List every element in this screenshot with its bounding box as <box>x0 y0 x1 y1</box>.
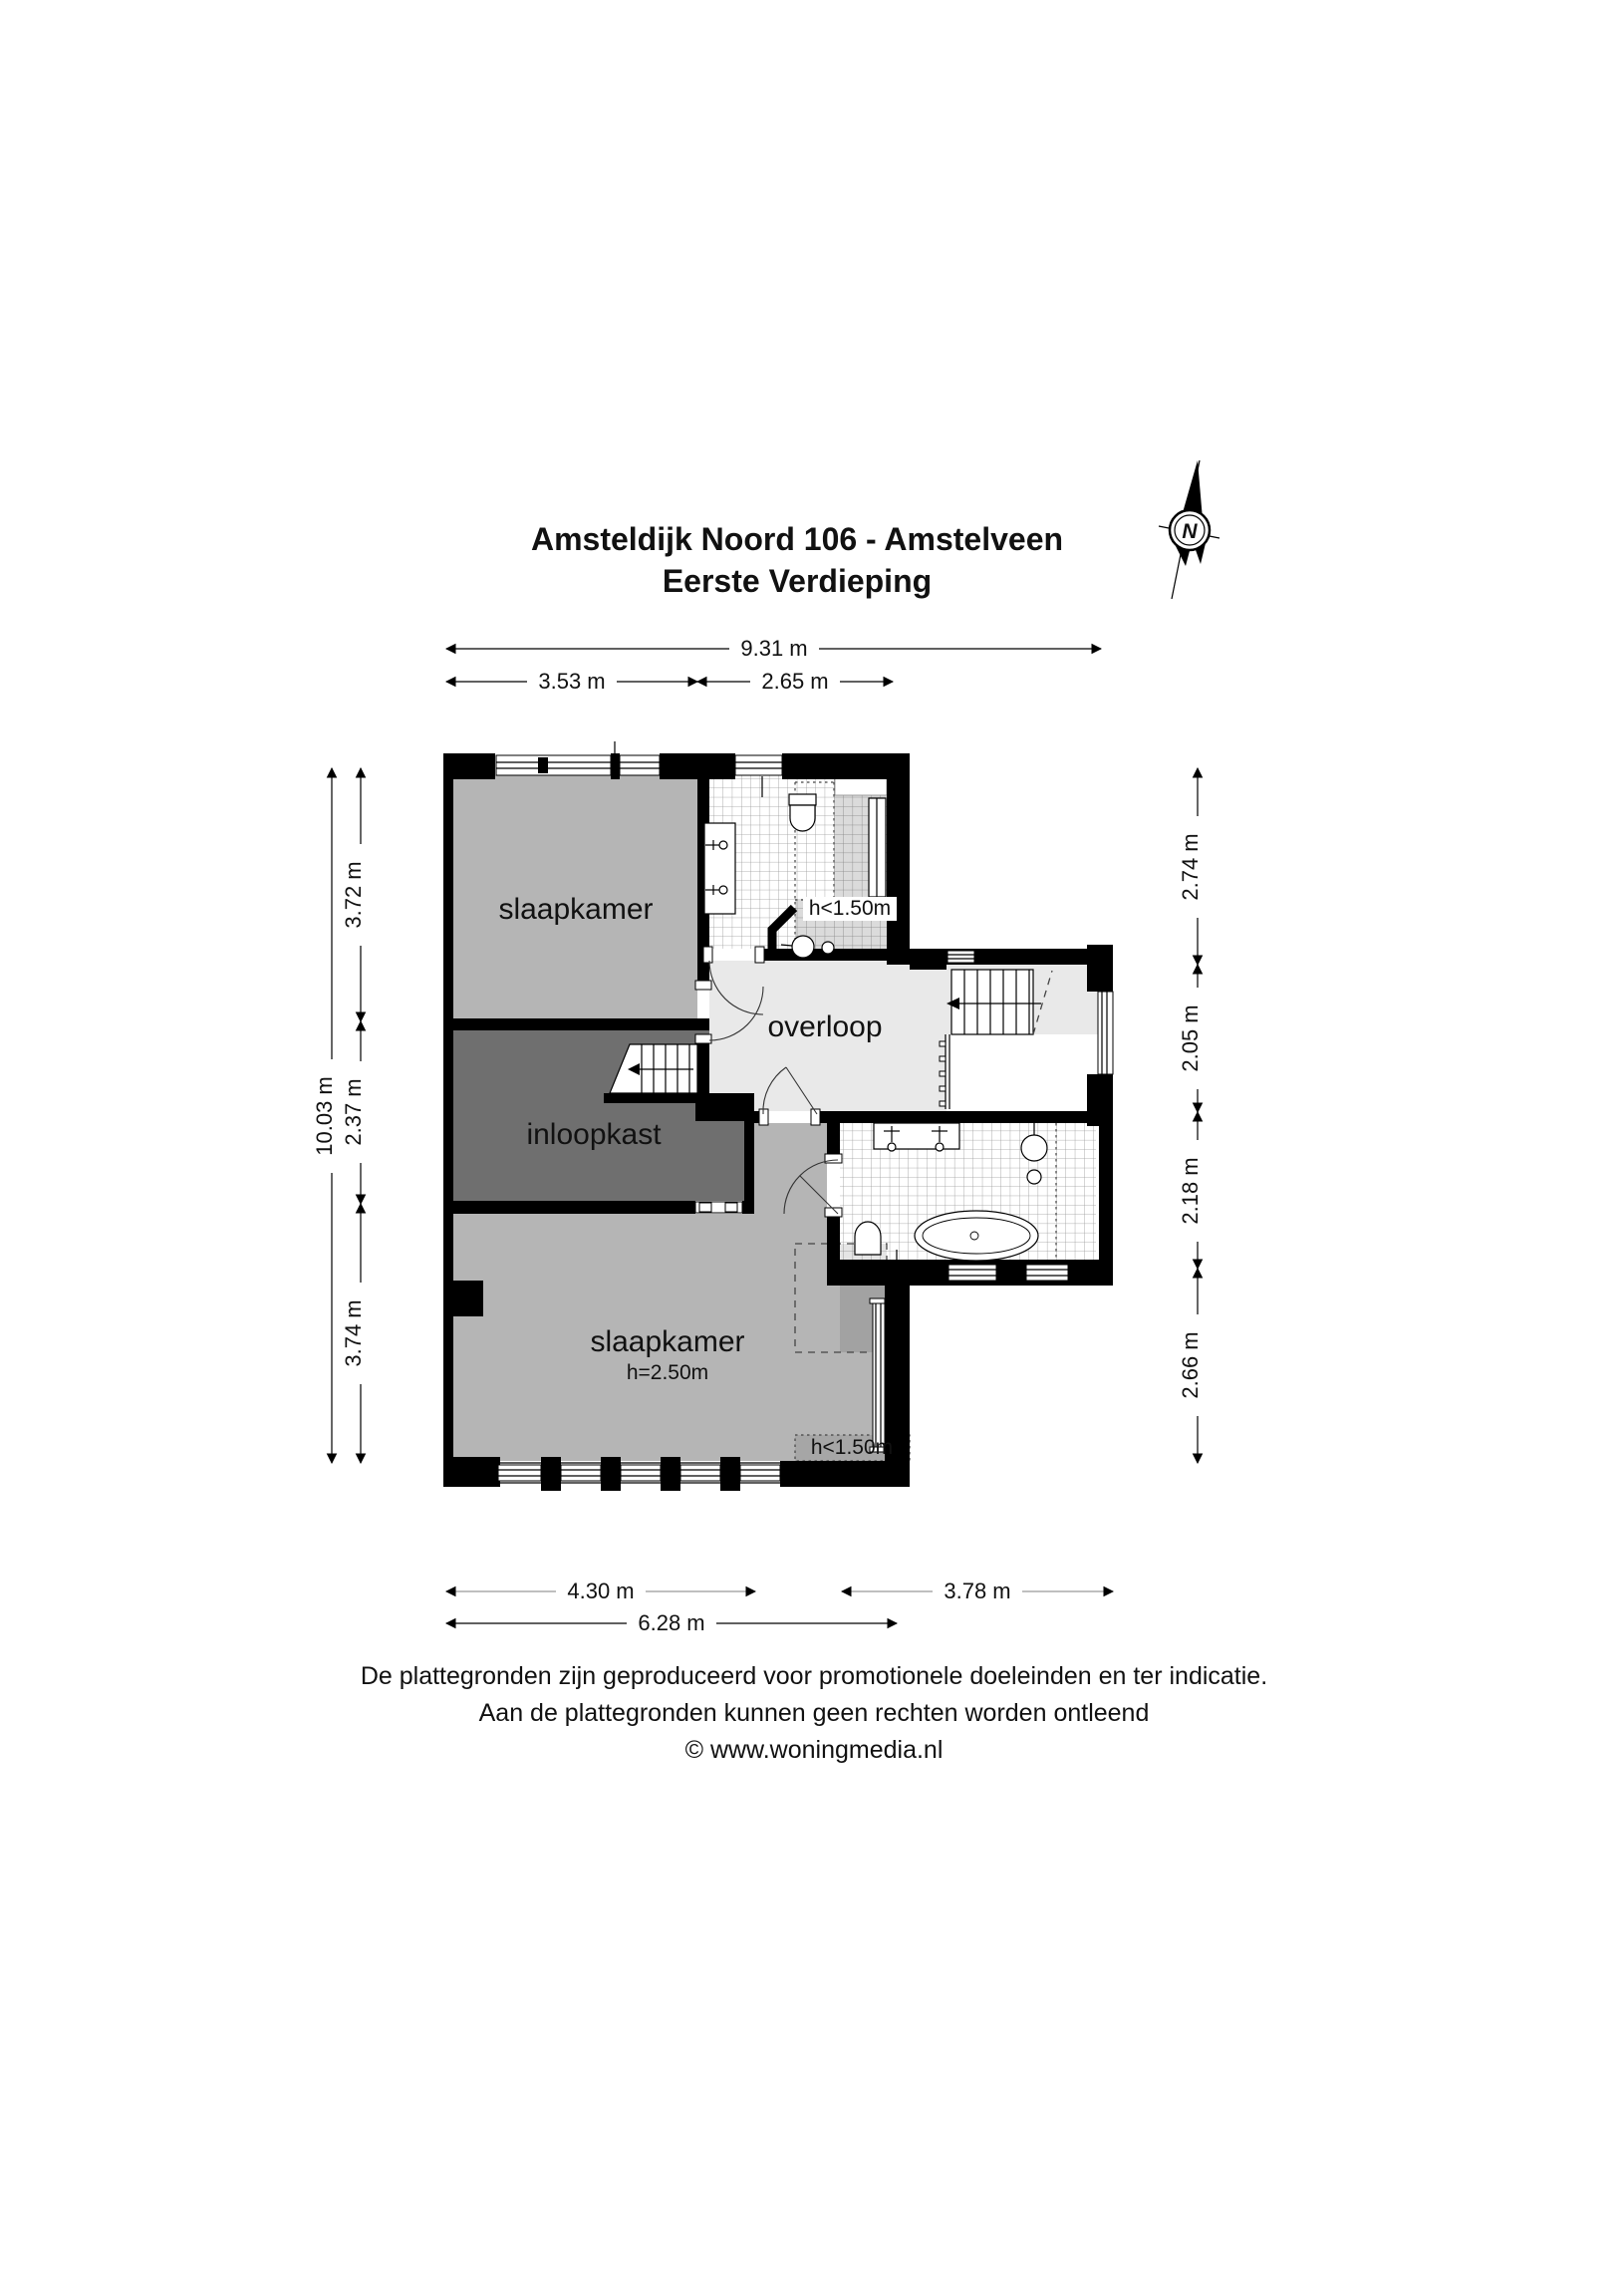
dim-right-lower-mid: 2.18 m <box>1178 1157 1203 1225</box>
dim-left-lower: 3.74 m <box>341 1299 366 1367</box>
dim-bottom-total: 6.28 m <box>638 1610 705 1635</box>
vanity-top <box>704 823 735 914</box>
window-top-3 <box>735 755 782 775</box>
bedroom-bottom-height-label: h=2.50m <box>626 1361 709 1384</box>
radiator <box>869 798 886 897</box>
wall-closet-right <box>744 1121 754 1214</box>
shower-head-icon <box>792 936 814 958</box>
walk-in-closet-label: inloopkast <box>526 1118 662 1151</box>
wall-right-upper-block <box>887 753 910 965</box>
shower-head-icon <box>1021 1135 1047 1161</box>
wall-bathroom-bottom-top <box>817 1111 1087 1123</box>
toilet-top <box>789 794 816 831</box>
opening-closet <box>695 1202 742 1213</box>
shower-drain-icon <box>1027 1170 1041 1184</box>
dim-left-middle: 2.37 m <box>341 1078 366 1146</box>
corridor-floor <box>754 1123 827 1214</box>
title-address: Amsteldijk Noord 106 - Amstelveen <box>530 521 1064 557</box>
window-bathroom-bottom-1 <box>948 1265 996 1281</box>
bedroom-bottom-low-ceiling-label: h<1.50m <box>810 1436 894 1459</box>
bathroom-top-low-ceiling-label: h<1.50m <box>808 897 892 920</box>
vanity-bottom <box>874 1123 959 1149</box>
wall-bedroom-closet-divider <box>443 1018 709 1030</box>
window-top-2 <box>620 755 660 775</box>
dim-bottom-left: 4.30 m <box>567 1578 635 1603</box>
title-floor: Eerste Verdieping <box>662 563 933 599</box>
bathroom-top-shelf <box>835 777 887 795</box>
dim-top-total: 9.31 m <box>740 636 808 661</box>
shower-drain-icon <box>822 942 834 954</box>
bedroom-bottom-label: slaapkamer <box>590 1325 745 1358</box>
dim-right-upper-mid: 2.05 m <box>1178 1004 1203 1072</box>
dim-top-left: 3.53 m <box>538 669 606 694</box>
dim-right-lower: 2.66 m <box>1178 1331 1203 1399</box>
compass-north-label: N <box>1182 520 1198 543</box>
dim-left-total: 10.03 m <box>312 1076 337 1156</box>
dim-bottom-right: 3.78 m <box>944 1578 1011 1603</box>
window-bathroom-bottom-2 <box>1026 1265 1068 1281</box>
wall-stair-junction-block <box>695 1093 754 1121</box>
dim-top-right: 2.65 m <box>761 669 829 694</box>
wall-left-pier <box>443 1281 483 1316</box>
window-landing-top <box>947 951 974 963</box>
dim-right-upper: 2.74 m <box>1178 833 1203 901</box>
wall-closet-stair-bottom <box>604 1093 695 1103</box>
toilet-bottom <box>855 1222 881 1255</box>
footer-line-2: Aan de plattegronden kunnen geen rechten worden ontleend <box>478 1699 1150 1727</box>
bathtub <box>915 1211 1038 1261</box>
dim-left-upper: 3.72 m <box>341 861 366 929</box>
bedroom-top-label: slaapkamer <box>498 893 654 926</box>
stairwell-void <box>947 1034 1099 1111</box>
footer-line-1: De plattegronden zijn geproduceerd voor promotionele doeleinden en ter indicatie. <box>360 1662 1268 1690</box>
wall-left <box>443 753 453 1487</box>
window-landing-right <box>1098 992 1113 1074</box>
wall-closet-bedroom-divider <box>443 1201 695 1214</box>
landing-label: overloop <box>767 1010 883 1043</box>
footer-copyright: © www.woningmedia.nl <box>684 1736 944 1764</box>
